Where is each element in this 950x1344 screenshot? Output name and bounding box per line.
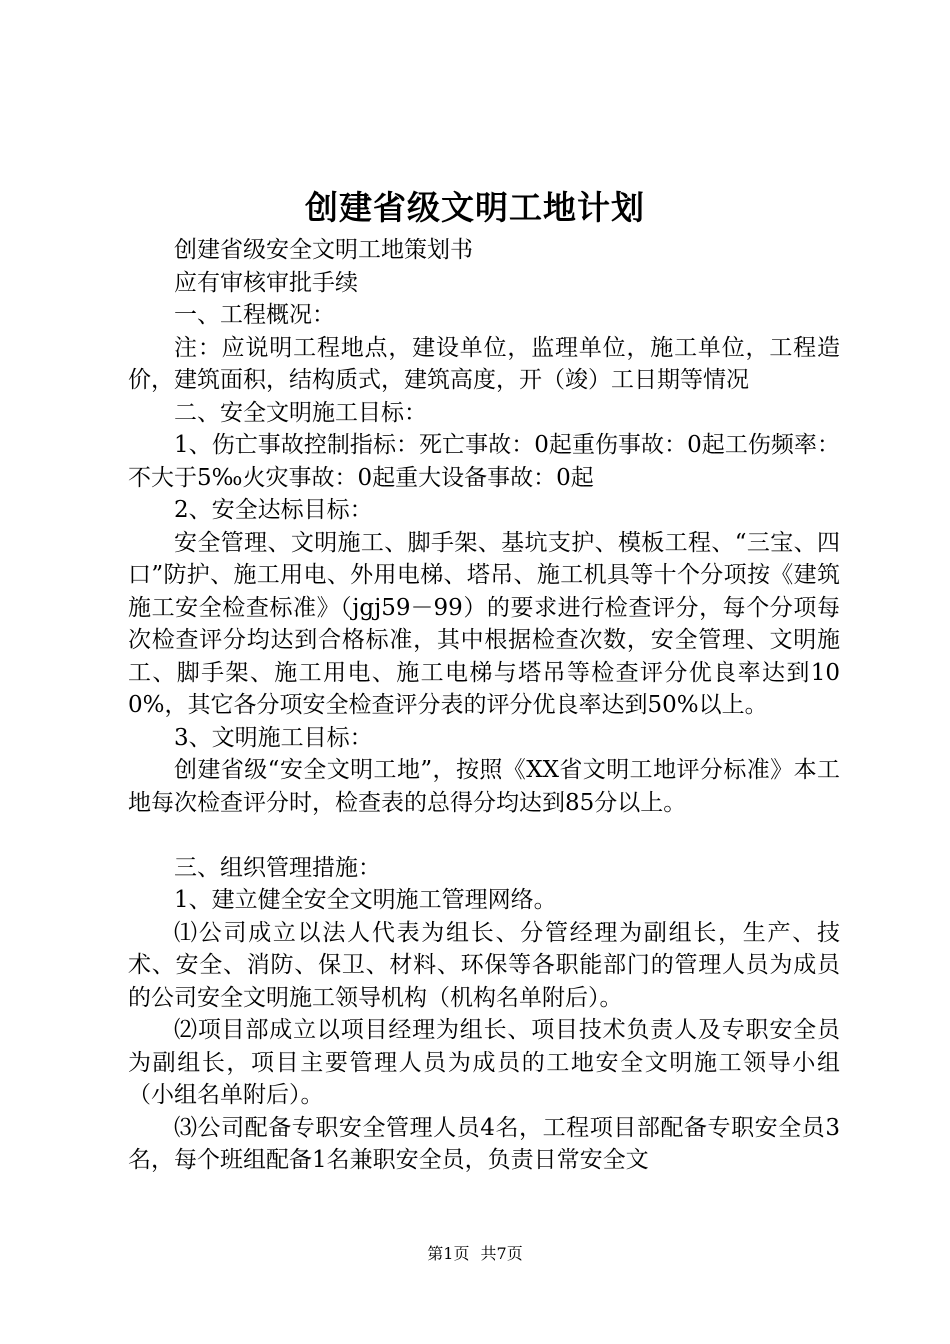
document-body bbox=[128, 234, 840, 1177]
section-heading-organization: 三、组织管理措施： bbox=[174, 854, 381, 881]
page-total: 共7页 bbox=[480, 1244, 523, 1263]
blank-line bbox=[128, 819, 840, 852]
paragraph-network: 1、建立健全安全文明施工管理网络。 bbox=[174, 887, 557, 913]
paragraph-staffing: ⑶公司配备专职安全管理人员4名，工程项目部配备专职安全员3名，每个班组配备1名兼职安全员，负责日常安全文 bbox=[128, 1114, 840, 1173]
paragraph-civilized-goal-heading: 3、文明施工目标： bbox=[174, 724, 373, 751]
paragraph-safety-standard: 安全管理、文明施工、脚手架、基坑支护、模板工程、“三宝、四口”防护、施工用电、外用电梯、塔吊、施工机具等十个分项按《建筑施工安全检查标准》（jgj59－99）的要求进行检查评分，每个分项每次检查评分均达到合格标准，其中根据检查次数，安全管理、文明施工、脚手架、施工用电、施工电梯与塔吊等检查评分优良率达到100%，其它各分项安全检查评分表的评分优良率达到50%以上。 bbox=[128, 529, 840, 718]
page-number: 第1页 bbox=[427, 1244, 470, 1263]
paragraph-subtitle: 创建省级安全文明工地策划书 bbox=[174, 237, 473, 263]
paragraph-approval: 应有审核审批手续 bbox=[174, 269, 358, 296]
paragraph-safety-standard-heading: 2、安全达标目标： bbox=[174, 497, 373, 523]
page-footer bbox=[0, 1243, 950, 1265]
paragraph-company-org: ⑴公司成立以法人代表为组长、分管经理为副组长，生产、技术、安全、消防、保卫、材料、环保等各职能部门的管理人员为成员的公司安全文明施工领导机构（机构名单附后）。 bbox=[128, 919, 840, 1011]
section-heading-overview: 一、工程概况： bbox=[174, 302, 335, 328]
document-title: 创建省级文明工地计划 bbox=[305, 188, 645, 227]
section-heading-goals: 二、安全文明施工目标： bbox=[174, 399, 427, 426]
paragraph-overview-note: 注：应说明工程地点，建设单位，监理单位，施工单位，工程造价，建筑面积，结构质式，建筑高度，开（竣）工日期等情况 bbox=[128, 334, 840, 393]
paragraph-project-org: ⑵项目部成立以项目经理为组长、项目技术负责人及专职安全员为副组长，项目主要管理人员为成员的工地安全文明施工领导小组（小组名单附后）。 bbox=[128, 1017, 840, 1108]
paragraph-accident-control: 1、伤亡事故控制指标：死亡事故：0起重伤事故：0起工伤频率：不大于5‰火灾事故：0起重大设备事故：0起 bbox=[128, 432, 840, 491]
paragraph-civilized-goal: 创建省级“安全文明工地”，按照《XX省文明工地评分标准》本工地每次检查评分时，检查表的总得分均达到85分以上。 bbox=[128, 757, 840, 816]
